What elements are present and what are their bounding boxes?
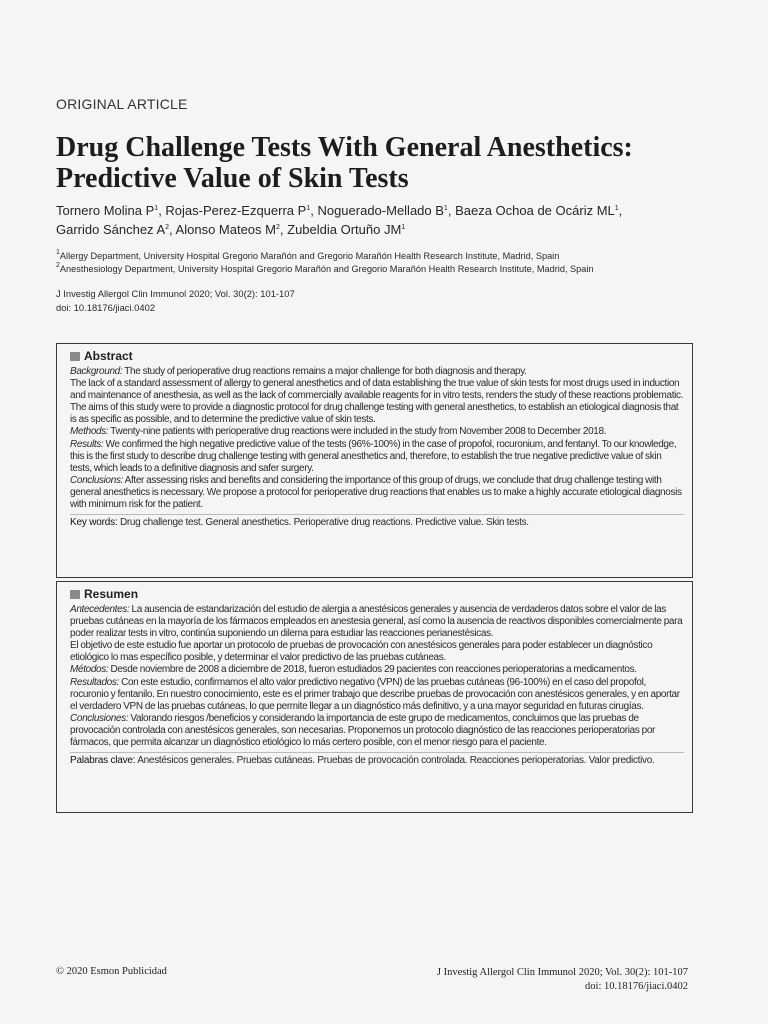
abstract-background: Background: The study of perioperative drug reactions remains a major challenge for both diagnosis and therapy. [70,366,527,377]
abstract-methods: Methods: Twenty-nine patients with perioperative drug reactions were included in the study from November 2008 to December 2018. [70,426,607,438]
title-line-1: Drug Challenge Tests With General Anesthetics: [56,132,633,163]
author: Garrido Sánchez $A^2$, [56,222,176,237]
author: Alonso Mateos $M^2$, [175,222,288,237]
affiliation: $^1$Allergy Department, University Hospital Gregorio Marañón and Gregorio Marañón Health Research Institute, Madrid, Spain [56,249,560,261]
author-list [56,201,696,239]
footer-citation: J Investig Allergol Clin Immunol 2020; Vol. 30(2): 101-107 [436,967,688,978]
abstract-paragraph: The aims of this study were to provide a diagnostic protocol for drug challenge testing with general anesthetics, to establish an etiological diagnosis that is as specific as possible, and to determine the predictive value of skin tests. [70,402,679,426]
affiliations [56,250,696,276]
citation-block [56,287,696,315]
abstract-results: Results: We confirmed the high negative predictive value of the tests (96%-100%) in the case of propofol, rocuronium, and fentanyl. To our knowledge, this is the first study to describe drug challenge testing with general anesthetics and, therefore, to establish the true negative predictive value of skin tests, which leads to a definitive diagnosis and safer surgery. [70,438,677,474]
resumen-paragraph: El objetivo de este estudio fue aportar un protocolo de pruebas de provocación con anestésicos generales para poder establecer un diagnóstico etiológico lo mas específico posible, y determinar el valor predictivo de las pruebas cutáneas. [70,640,653,664]
abstract-heading: Abstract [70,349,684,363]
author: Noguerado-Mellado $B^1$, [317,203,456,218]
abstract-paragraph: The lack of a standard assessment of allergy to general anesthetics and of data establishing the true value of skin tests for most drugs used in induction and maintenance of anesthesia, as well as the lack of commercially available reagents for in vitro tests, renders the study of these reactions problematic. [70,378,684,402]
journal-citation: J Investig Allergol Clin Immunol 2020; Vol. 30(2): 101-107 [56,288,295,299]
footer-doi[interactable]: doi: 10.18176/jiaci.0402 [585,981,688,992]
resumen-conclusiones: Conclusiones: Valorando riesgos /beneficios y considerando la importancia de este grupo de medicamentos, concluimos que las pruebas de provocación controlada con anestésicos generales, son necesarias. Proponemos un protocolo diagnóstico de las reacciones perioperatorias por fármacos, que permita alcanzar un diagnóstico etiológico lo más certero posible, con el menor riesgo para el paciente. [70,712,656,749]
footer-citation-block [437,966,688,994]
doi-link[interactable]: doi: 10.18176/jiaci.0402 [56,302,156,313]
article-type-label: ORIGINAL ARTICLE [56,96,188,112]
abstract-box [56,343,693,578]
resumen-heading: Resumen [70,587,684,601]
resumen-antecedentes: Antecedentes: La ausencia de estandarización del estudio de alergia a anestésicos generales y ausencia de verdaderos datos sobre el valor de las pruebas cutáneas en la mayoría de los fármacos empleados en anestesia general, así como la ausencia de reactivos disponibles comercialmente para poder realizar tests in vitro, continúa suponiendo un dilema para estudiar las reacciones perianestésicas. [70,604,683,640]
resumen-resultados: Resultados: Con este estudio, confirmamos el alto valor predictivo negativo (VPN) de las pruebas cutáneas (96-100%) en el caso del propofol, rocuronio y fentanilo. En nuestro conocimiento, este es el primer trabajo que describe pruebas de provocación con anestésicos generales, y en aportar el verdadero VPN de las pruebas cutáneas, lo que permite llegar a un diagnóstico más definitivo, y a una mayor seguridad en futuras cirugías. [70,676,680,712]
article-title [56,132,696,194]
resumen-keywords: Palabras clave: Anestésicos generales. Pruebas cutáneas. Pruebas de provocación controlada. Reacciones perioperatorias. Valor predictivo. [70,752,684,767]
title-line-2: Predictive Value of Skin Tests [56,163,409,194]
affiliation: $^2$Anesthesiology Department, University Hospital Gregorio Marañón and Gregorio Marañón Health Research Institute, Madrid, Spain [56,262,594,274]
author: Tornero Molina $P^1$, [56,203,166,218]
abstract-conclusions: Conclusions: After assessing risks and benefits and considering the importance of this group of drugs, we conclude that drug challenge testing with general anesthetics is necessary. We propose a protocol for perioperative drug reactions that enables us to make a highly accurate etiological diagnosis with minimum risk for the patient. [70,474,682,511]
footer-copyright: © 2020 Esmon Publicidad [56,966,167,977]
author: Baeza Ochoa de Ocáriz $ML^1$, [455,203,623,218]
resumen-box [56,581,693,813]
resumen-metodos: Métodos: Desde noviembre de 2008 a diciembre de 2018, fueron estudiados 29 pacientes con reacciones perioperatorias a medicamentos. [70,664,637,676]
abstract-keywords: Key words: Drug challenge test. General anesthetics. Perioperative drug reactions. Predictive value. Skin tests. [70,514,684,529]
square-bullet-icon [70,352,80,361]
author: Rojas-Perez-Ezquerra $P^1$, [165,203,318,218]
square-bullet-icon [70,590,80,599]
author: Zubeldia Ortuño $JM^1$ [287,222,406,237]
